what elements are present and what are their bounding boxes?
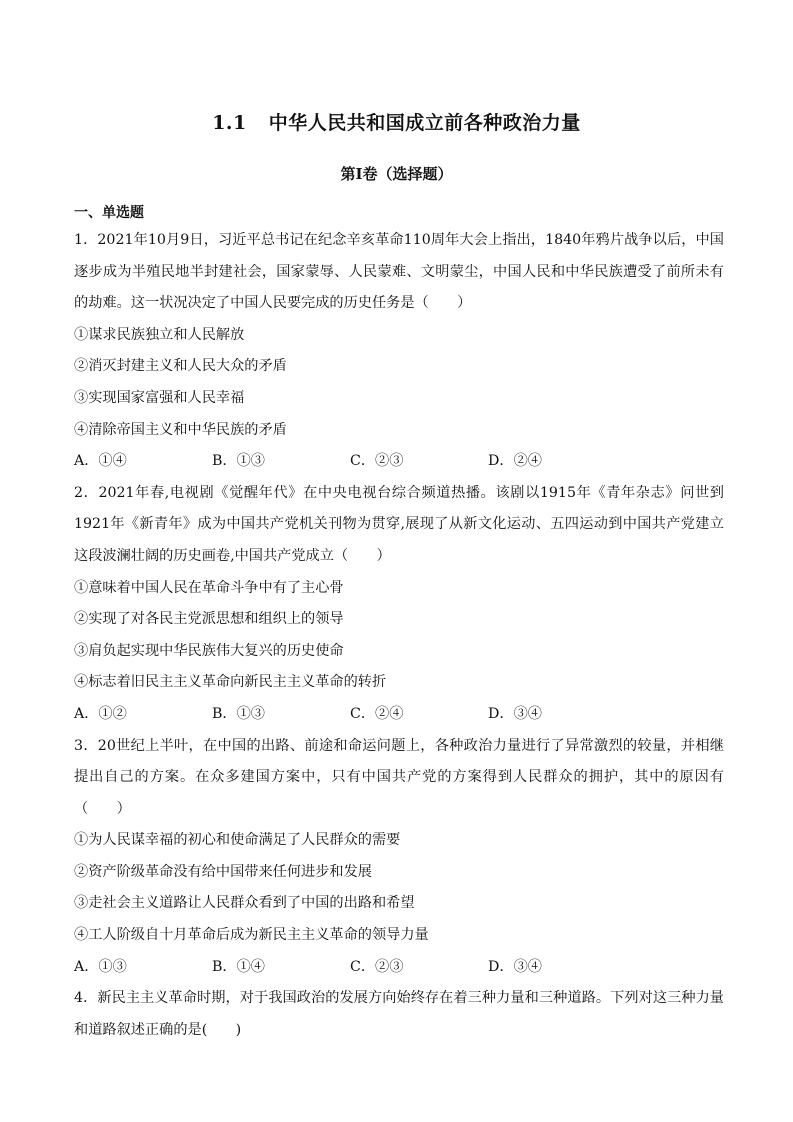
statement-option: ①意味着中国人民在革命斗争中有了主心骨	[74, 579, 344, 596]
statement-option: ③肩负起实现中华民族伟大复兴的历史使命	[74, 642, 344, 659]
answer-choice-d: D．③④	[488, 958, 542, 975]
answer-choice-d: D．②④	[488, 453, 542, 470]
question-stem: 4．新民主主义革命时期，对于我国政治的发展方向始终存在着三种力量和三种道路。下列对这三种力量和道路叙述正确的是( )	[74, 990, 724, 1038]
answer-choice-b: B．①③	[212, 453, 265, 470]
statement-option: ④工人阶级自十月革命后成为新民主主义革命的领导力量	[74, 927, 429, 944]
answer-choices	[74, 952, 724, 984]
question-stem: 2．2021年春,电视剧《觉醒年代》在中央电视台综合频道热播。该剧以1915年《青年杂志》问世到1921年《新青年》成为中国共产党机关刊物为贯穿,展现了从新文化运动、五四运动到中国共产党建立这段波澜壮阔的历史画卷,中国共产党成立（ ）	[74, 484, 724, 564]
statement-option: ①谋求民族独立和人民解放	[74, 326, 245, 343]
answer-choice-d: D．③④	[488, 705, 542, 722]
question-4	[74, 983, 724, 1046]
statement-option: ③走社会主义道路让人民群众看到了中国的出路和希望	[74, 895, 415, 912]
statement-option: ①为人民谋幸福的初心和使命满足了人民群众的需要	[74, 832, 401, 849]
answer-choice-c: C．②③	[350, 453, 404, 470]
answer-choice-a: A．①④	[74, 453, 127, 470]
answer-choice-b: B．①③	[212, 705, 265, 722]
title-number: 1.1	[212, 112, 247, 134]
answer-choices	[74, 446, 724, 478]
answer-choice-c: C．②③	[350, 958, 404, 975]
answer-choices	[74, 699, 724, 731]
statement-option: ②实现了对各民主党派思想和组织上的领导	[74, 611, 344, 628]
volume-subtitle: 第I卷（选择题）	[340, 165, 453, 183]
answer-choice-a: A．①③	[74, 958, 127, 975]
question-1	[74, 225, 724, 478]
question-stem: 3．20世纪上半叶，在中国的出路、前途和命运问题上，各种政治力量进行了异常激烈的较量，并相继提出自己的方案。在众多建国方案中，只有中国共产党的方案得到人民群众的拥护，其中的原因有（ ）	[74, 737, 724, 817]
statement-option: ④标志着旧民主主义革命向新民主主义革命的转折	[74, 674, 387, 691]
question-3	[74, 731, 724, 984]
answer-choice-b: B．①④	[212, 958, 265, 975]
question-2	[74, 478, 724, 731]
answer-choice-c: C．②④	[350, 705, 404, 722]
answer-choice-a: A．①②	[74, 705, 127, 722]
statement-option: ③实现国家富强和人民幸福	[74, 389, 245, 406]
statement-option: ②消灭封建主义和人民大众的矛盾	[74, 358, 287, 375]
statement-option: ④清除帝国主义和中华民族的矛盾	[74, 421, 287, 438]
title-text: 中华人民共和国成立前各种政治力量	[268, 112, 581, 134]
page-title	[0, 108, 793, 135]
question-stem: 1．2021年10月9日，习近平总书记在纪念辛亥革命110周年大会上指出，1840年鸦片战争以后，中国逐步成为半殖民地半封建社会，国家蒙辱、人民蒙难、文明蒙尘，中国人民和中华民族遭受了前所未有的劫难。这一状况决定了中国人民要完成的历史任务是（ ）	[74, 232, 724, 312]
statement-option: ②资产阶级革命没有给中国带来任何进步和发展	[74, 863, 372, 880]
section-heading: 一、单选题	[74, 205, 144, 221]
question-list	[74, 225, 724, 1046]
